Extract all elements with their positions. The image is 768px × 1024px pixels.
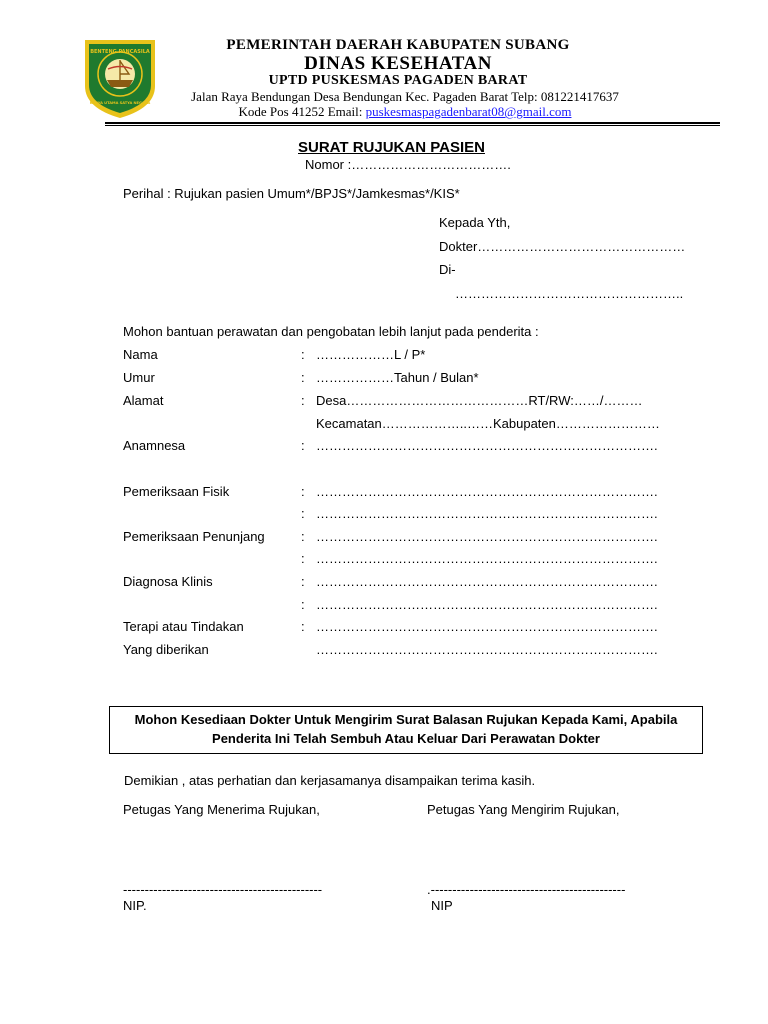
postal-code-text: Kode Pos 41252 Email:	[238, 104, 366, 119]
field-colon: :	[301, 393, 305, 408]
field-fisik-value: …………………………………………………………………….	[316, 484, 658, 499]
field-nama-value: ………………L / P*	[316, 347, 426, 362]
field-fisik-label: Pemeriksaan Fisik	[123, 484, 230, 499]
receiving-officer-title: Petugas Yang Menerima Rujukan,	[123, 802, 320, 817]
emblem-top-text: BENTENG PANCASILA	[90, 49, 150, 55]
field-colon: :	[301, 506, 305, 521]
field-terapi-label: Terapi atau Tindakan	[123, 619, 244, 634]
recipient-place-label: Di-	[439, 262, 456, 277]
notice-line-2: Penderita Ini Telah Sembuh Atau Keluar Dari Perawatan Dokter	[212, 731, 600, 746]
reply-request-notice	[109, 706, 703, 754]
regency-emblem	[79, 34, 161, 120]
recipient-doctor-field: Dokter…………………………………………	[439, 239, 686, 254]
field-colon: :	[301, 438, 305, 453]
recipient-place-field: ……………………………………………..	[455, 286, 684, 301]
emblem-bottom-text: KARYA UTAMA SATYA NEGARA	[89, 101, 151, 105]
field-diagnosa-value-2: …………………………………………………………………….	[316, 597, 658, 612]
receiving-signature-line: ----------------------------------------------	[123, 882, 323, 897]
recipient-greeting: Kepada Yth,	[439, 215, 511, 230]
subject-line: Perihal : Rujukan pasien Umum*/BPJS*/Jamkesmas*/KIS*	[123, 186, 460, 201]
field-colon: :	[301, 347, 305, 362]
field-colon: :	[301, 529, 305, 544]
field-anamnesa-label: Anamnesa	[123, 438, 186, 453]
field-diberikan-value: …………………………………………………………………….	[316, 642, 658, 657]
field-anamnesa-value: …………………………………………………………………….	[316, 438, 658, 453]
field-diagnosa-value: …………………………………………………………………….	[316, 574, 658, 589]
field-diagnosa-label: Diagnosa Klinis	[123, 574, 213, 589]
letter-number: Nomor :……………………………….	[305, 157, 511, 172]
header-government: PEMERINTAH DAERAH KABUPATEN SUBANG	[226, 37, 570, 53]
field-colon: :	[301, 619, 305, 634]
header-department: DINAS KESEHATAN	[304, 53, 492, 74]
field-alamat-value: Desa……………………………………RT/RW:……/………	[316, 393, 643, 408]
field-umur-label: Umur	[123, 370, 155, 385]
header-unit: UPTD PUSKESMAS PAGADEN BARAT	[268, 73, 528, 88]
email-link[interactable]: puskesmaspagadenbarat08@gmail.com	[365, 104, 572, 119]
notice-line-1: Mohon Kesediaan Dokter Untuk Mengirim Surat Balasan Rujukan Kepada Kami, Apabila	[134, 712, 678, 727]
header-divider-thin	[105, 125, 720, 126]
field-terapi-value: …………………………………………………………………….	[316, 619, 658, 634]
receiving-nip: NIP.	[123, 898, 147, 913]
sending-signature-line: .---------------------------------------------	[427, 882, 626, 897]
field-colon: :	[301, 574, 305, 589]
field-colon: :	[301, 551, 305, 566]
field-alamat-label: Alamat	[123, 393, 164, 408]
field-diberikan-label: Yang diberikan	[123, 642, 209, 657]
field-colon: :	[301, 597, 305, 612]
field-alamat-value-2: Kecamatan………………..……Kabupaten……………………	[316, 416, 660, 431]
field-umur-value: ………………Tahun / Bulan*	[316, 370, 479, 385]
field-colon: :	[301, 484, 305, 499]
header-divider	[105, 122, 720, 124]
field-penunjang-label: Pemeriksaan Penunjang	[123, 529, 265, 544]
letter-title: SURAT RUJUKAN PASIEN	[298, 139, 485, 156]
intro-text: Mohon bantuan perawatan dan pengobatan lebih lanjut pada penderita :	[123, 324, 539, 339]
field-colon: :	[301, 370, 305, 385]
closing-text: Demikian , atas perhatian dan kerjasamanya disampaikan terima kasih.	[124, 773, 536, 788]
field-penunjang-value-2: …………………………………………………………………….	[316, 551, 658, 566]
sending-nip: NIP	[431, 898, 453, 913]
field-nama-label: Nama	[123, 347, 158, 362]
field-fisik-value-2: …………………………………………………………………….	[316, 506, 658, 521]
header-contact	[170, 104, 640, 120]
header-address: Jalan Raya Bendungan Desa Bendungan Kec. Pagaden Barat Telp: 081221417637	[191, 89, 619, 104]
field-penunjang-value: …………………………………………………………………….	[316, 529, 658, 544]
sending-officer-title: Petugas Yang Mengirim Rujukan,	[427, 802, 620, 817]
